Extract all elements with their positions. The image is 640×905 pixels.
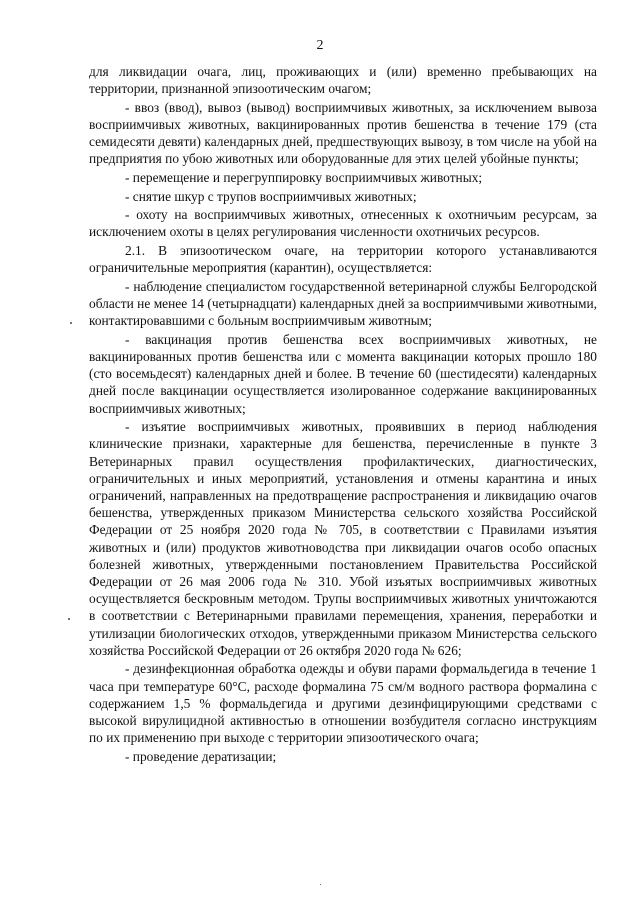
paragraph-seizure: - изъятие восприимчивых животных, проявивших в период наблюдения клинические признаки, характерные для бешенства, перечисленные в пункте 3 Ветеринарных правил осуществления профилактических, диагностических, ограничительных и иных мероприятий, установления и отмены карантина и иных ограничений, направленных на предотвращение распространения и ликвидацию очагов бешенства, утвержденных приказом Министерства сельского хозяйства Российской Федерации от 25 ноября 2020 года № 705, в соответствии с Правилами изъятия животных и (или) продуктов животноводства при ликвидации очагов особо опасных болезней животных, утвержденными постановлением Правительства Российской Федерации от 26 мая 2006 года № 310. Убой изъятых восприимчивых животных осуществляется бескровным методом. Трупы восприимчивых животных уничтожаются в соответствии с Ветеринарными правилами перемещения, хранения, переработки и утилизации биологических отходов, утвержденными приказом Министерства сельского хозяйства Российской Федерации от 26 октября 2020 года № 626; xyxy=(89,419,597,658)
paragraph-movement-ban: - перемещение и перегруппировку восприимчивых животных; xyxy=(125,170,483,185)
paragraph-observation: - наблюдение специалистом государственной ветеринарной службы Белгородской области не менее 14 (четырнадцати) календарных дней за восприимчивыми животными, контактировавшими с больным восприимчивым животным; xyxy=(89,278,597,329)
page-number: 2 xyxy=(316,38,324,53)
scan-speck xyxy=(320,884,321,885)
paragraph-skinning-ban: - снятие шкур с трупов восприимчивых животных; xyxy=(125,188,417,204)
paragraph-import-export-ban: - ввоз (ввод), вывоз (вывод) восприимчивых животных, за исключением вывоза восприимчивых животных, вакцинированных против бешенства в течение 179 (ста семидесяти девяти) календарных дней, предшествующих вывозу, в том числе на убой на предприятия по убою животных или оборудованные для этих целей убойные пункты; xyxy=(89,99,597,167)
scan-speck xyxy=(68,618,70,620)
paragraph-hunting-ban: - охоту на восприимчивых животных, отнесенных к охотничьим ресурсам, за исключением охоты в целях регулирования численности охотничьих ресурсов. xyxy=(89,207,597,240)
paragraph-deratization: - проведение дератизации; xyxy=(125,748,277,764)
scan-speck xyxy=(70,322,72,324)
paragraph-section-2-1: 2.1. В эпизоотическом очаге, на территории которого устанавливаются ограничительные мероприятия (карантин), осуществляется: xyxy=(89,242,597,276)
paragraph-vaccination: - вакцинация против бешенства всех восприимчивых животных, не вакцинированных против бешенства или с момента вакцинации которых прошло 180 (сто восемьдесят) календарных дней и более. В течение 60 (шестидесяти) календарных дней после вакцинации осуществляется изолированное содержание вакцинированных восприимчивых животных; xyxy=(89,331,597,416)
paragraph-disinfection: - дезинфекционная обработка одежды и обуви парами формальдегида в течение 1 часа при температуре 60°С, расходе формалина 75 см/м водного раствора формалина с содержанием 1,5 % формальдегида и другими дезинфицирующими средствами с высокой вирулицидной активностью в отношении возбудителя согласно инструкциям по их применению при выходе с территории эпизоотического очага; xyxy=(89,661,597,746)
document-body xyxy=(89,63,597,766)
paragraph-continuation: для ликвидации очага, лиц, проживающих и (или) временно пребывающих на территории, признанной эпизоотическим очагом; xyxy=(89,64,597,97)
